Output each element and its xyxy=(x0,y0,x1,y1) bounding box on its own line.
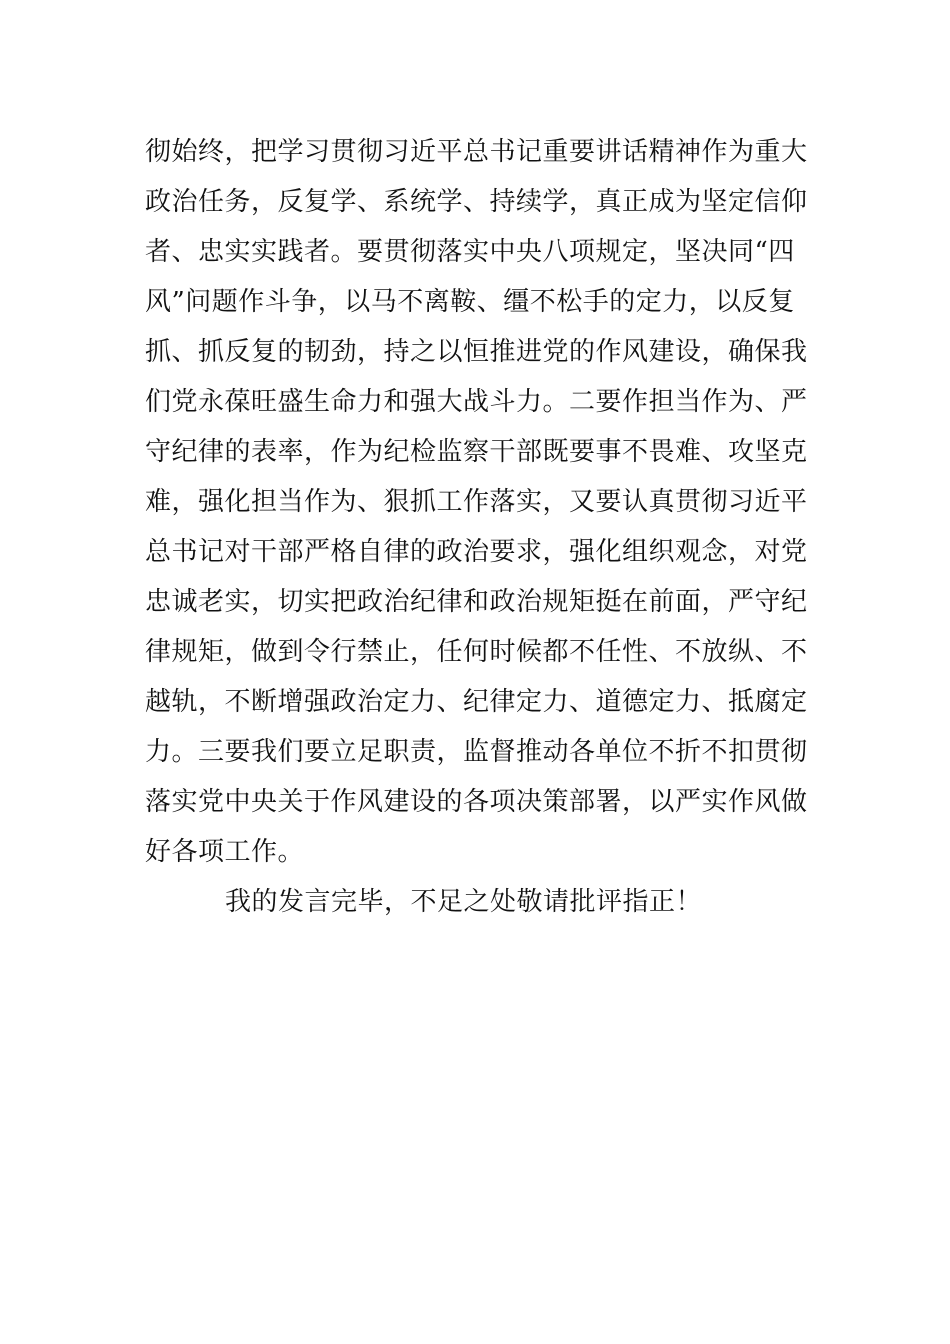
body-line: 彻始终，把学习贯彻习近平总书记重要讲话精神作为重大 xyxy=(145,137,808,167)
body-line: 政治任务，反复学、系统学、持续学，真正成为坚定信仰 xyxy=(145,187,808,217)
body-line: 守纪律的表率，作为纪检监察干部既要事不畏难、攻坚克 xyxy=(145,437,808,467)
body-line: 忠诚老实，切实把政治纪律和政治规矩挺在前面，严守纪 xyxy=(145,587,808,617)
speech-text xyxy=(145,127,815,927)
body-line: 总书记对干部严格自律的政治要求，强化组织观念，对党 xyxy=(145,537,808,567)
body-line: 们党永葆旺盛生命力和强大战斗力。二要作担当作为、严 xyxy=(145,387,808,417)
body-line: 难，强化担当作为、狠抓工作落实，又要认真贯彻习近平 xyxy=(145,487,808,517)
body-line: 越轨，不断增强政治定力、纪律定力、道德定力、抵腐定 xyxy=(145,687,808,717)
body-line: 好各项工作。 xyxy=(145,837,305,867)
body-line: 者、忠实实践者。要贯彻落实中央八项规定，坚决同“四 xyxy=(145,237,795,267)
body-line: 抓、抓反复的韧劲，持之以恒推进党的作风建设，确保我 xyxy=(145,337,808,367)
body-line: 力。三要我们要立足职责，监督推动各单位不折不扣贯彻 xyxy=(145,737,808,767)
closing-line: 我的发言完毕，不足之处敬请批评指正！ xyxy=(225,887,703,917)
body-line: 风”问题作斗争，以马不离鞍、缰不松手的定力，以反复 xyxy=(145,287,795,317)
body-line: 律规矩，做到令行禁止，任何时候都不任性、不放纵、不 xyxy=(145,637,808,667)
body-line: 落实党中央关于作风建设的各项决策部署，以严实作风做 xyxy=(145,787,808,817)
